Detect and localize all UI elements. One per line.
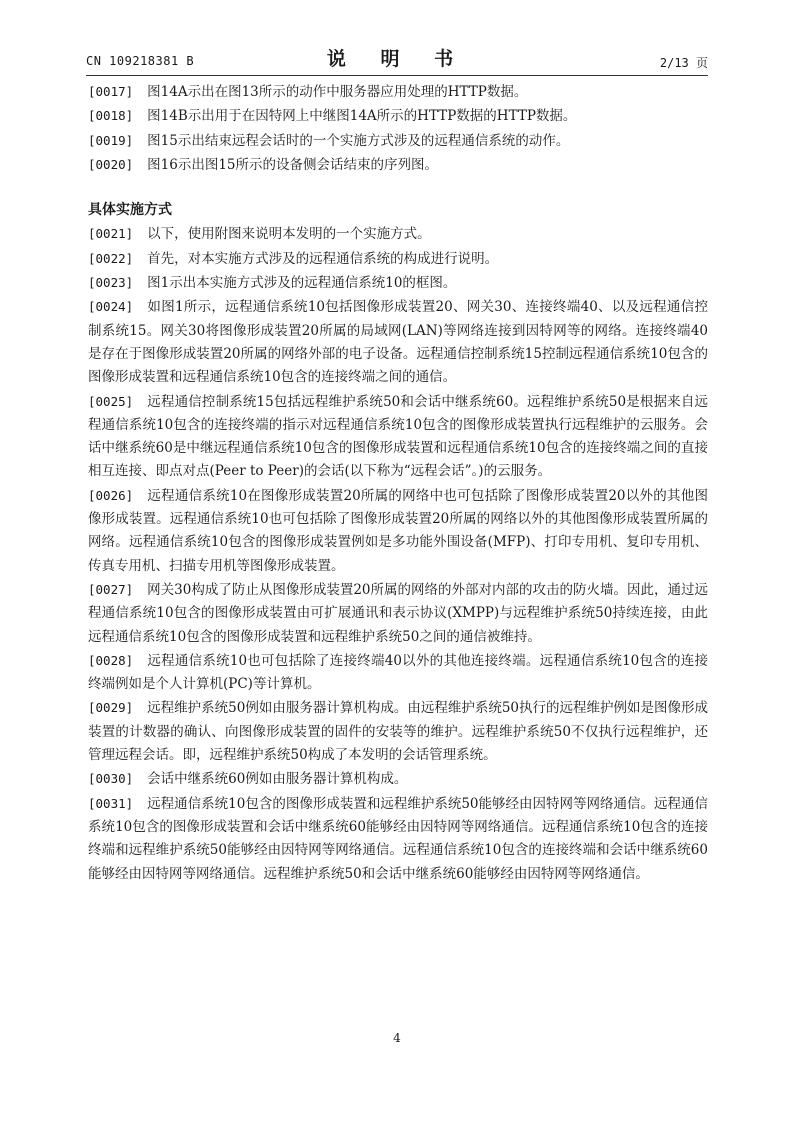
paragraph-text: 会话中继系统60例如由服务器计算机构成。 — [147, 771, 408, 788]
paragraph — [88, 104, 708, 128]
paragraph-number: [0021] — [88, 226, 134, 242]
paragraph-text: 以下，使用附图来说明本发明的一个实施方式。 — [147, 226, 431, 243]
paragraph-number: [0031] — [88, 795, 134, 811]
header-rule — [86, 75, 708, 76]
paragraph-text: 图15示出结束远程会话时的一个实施方式涉及的远程通信系统的动作。 — [147, 132, 570, 149]
page-header — [86, 44, 708, 74]
document-body — [88, 80, 708, 886]
paragraph-text: 远程通信系统10在图像形成装置20所属的网络中也可包括除了图像形成装置20以外的其他图像形成装置。远程通信系统10也可包括除了图像形成装置20所属的网络以外的其他图像形成装置所属的网络。远程通信系统10包含的图像形成装置例如是多功能外围设备(MFP)、打印专用机、复印专用机、传真专用机、扫描专用机等图像形成装置。 — [88, 487, 708, 574]
paragraph — [88, 484, 708, 578]
paragraph-text: 图16示出图15所示的设备侧会话结束的序列图。 — [147, 156, 439, 173]
paragraph — [88, 271, 708, 295]
paragraph-number: [0023] — [88, 275, 134, 291]
paragraph-number: [0020] — [88, 156, 134, 172]
paragraph-number: [0024] — [88, 299, 134, 315]
paragraph-number: [0018] — [88, 108, 134, 124]
paragraph-number: [0030] — [88, 771, 134, 787]
paragraph — [88, 696, 708, 767]
paragraph-number: [0025] — [88, 393, 134, 409]
paragraph-text: 图1示出本实施方式涉及的远程通信系统10的框图。 — [147, 275, 457, 292]
paragraph-number: [0029] — [88, 700, 134, 716]
paragraph — [88, 80, 708, 104]
paragraph-text: 如图1所示，远程通信系统10包括图像形成装置20、网关30、连接终端40、以及远程通信控制系统15。网关30将图像形成装置20所属的局域网(LAN)等网络连接到因特网等的网络。连接终端40是存在于图像形成装置20所属的网络外部的电子设备。远程通信控制系统15控制远程通信系统10包含的图像形成装置和远程通信系统10包含的连接终端之间的通信。 — [88, 299, 708, 386]
paragraph-group-before — [88, 80, 708, 177]
paragraph — [88, 295, 708, 389]
paragraph — [88, 792, 708, 886]
paragraph-group-after — [88, 222, 708, 885]
paragraph — [88, 578, 708, 649]
page-indicator: 2/13 页 — [659, 56, 708, 70]
paragraph — [88, 390, 708, 484]
paragraph-text: 远程通信系统10也可包括除了连接终端40以外的其他连接终端。远程通信系统10包含的连接终端例如是个人计算机(PC)等计算机。 — [88, 652, 708, 693]
paragraph-text: 远程通信控制系统15包括远程维护系统50和会话中继系统60。远程维护系统50是根据来自远程通信系统10包含的连接终端的指示对远程通信系统10包含的图像形成装置执行远程维护的云服务。会话中继系统60是中继远程通信系统10包含的图像形成装置和远程通信系统10包含的连接终端之间的直接相互连接、即点对点(Peer to Peer)的会话(以下称为“远程会话”。)的云服务。 — [88, 393, 708, 480]
paragraph-number: [0026] — [88, 487, 134, 503]
section-heading: 具体实施方式 — [88, 202, 172, 219]
paragraph-text: 网关30构成了防止从图像形成装置20所属的网络的外部对内部的攻击的防火墙。因此，通过远程通信系统10包含的图像形成装置由可扩展通讯和表示协议(XMPP)与远程维护系统50持续连接，由此远程通信系统10包含的图像形成装置和远程维护系统50之间的通信被维持。 — [88, 581, 709, 645]
paragraph-number: [0028] — [88, 652, 134, 668]
document-title: 说 明 书 — [326, 48, 468, 70]
paragraph-text: 图14B示出用于在因特网上中继图14A所示的HTTP数据的HTTP数据。 — [147, 108, 577, 125]
paragraph — [88, 649, 708, 697]
paragraph-text: 远程维护系统50例如由服务器计算机构成。由远程维护系统50执行的远程维护例如是图像形成装置的计数器的确认、向图像形成装置的固件的安装等的维护。远程维护系统50不仅执行远程维护，还管理远程会话。即，远程维护系统50构成了本发明的会话管理系统。 — [88, 700, 709, 764]
paragraph — [88, 222, 708, 246]
paragraph-text: 图14A示出在图13所示的动作中服务器应用处理的HTTP数据。 — [147, 84, 528, 100]
publication-number: CN 109218381 B — [86, 54, 195, 68]
paragraph-text: 首先，对本实施方式涉及的远程通信系统的构成进行说明。 — [147, 250, 499, 267]
paragraph-number: [0022] — [88, 250, 134, 266]
paragraph — [88, 247, 708, 271]
paragraph — [88, 129, 708, 153]
paragraph-text: 远程通信系统10包含的图像形成装置和远程维护系统50能够经由因特网等网络通信。远程通信系统10包含的图像形成装置和会话中继系统60能够经由因特网等网络通信。远程通信系统10包含的连接终端和远程维护系统50能够经由因特网等网络通信。远程通信系统10包含的连接终端和会话中继系统60能够经由因特网等网络通信。远程维护系统50和会话中继系统60能够经由因特网等网络通信。 — [88, 795, 709, 882]
paragraph-number: [0027] — [88, 581, 134, 597]
paragraph-number: [0017] — [88, 84, 134, 99]
paragraph — [88, 153, 708, 177]
page-number: 4 — [393, 1031, 401, 1045]
paragraph — [88, 767, 708, 791]
paragraph-number: [0019] — [88, 132, 134, 148]
